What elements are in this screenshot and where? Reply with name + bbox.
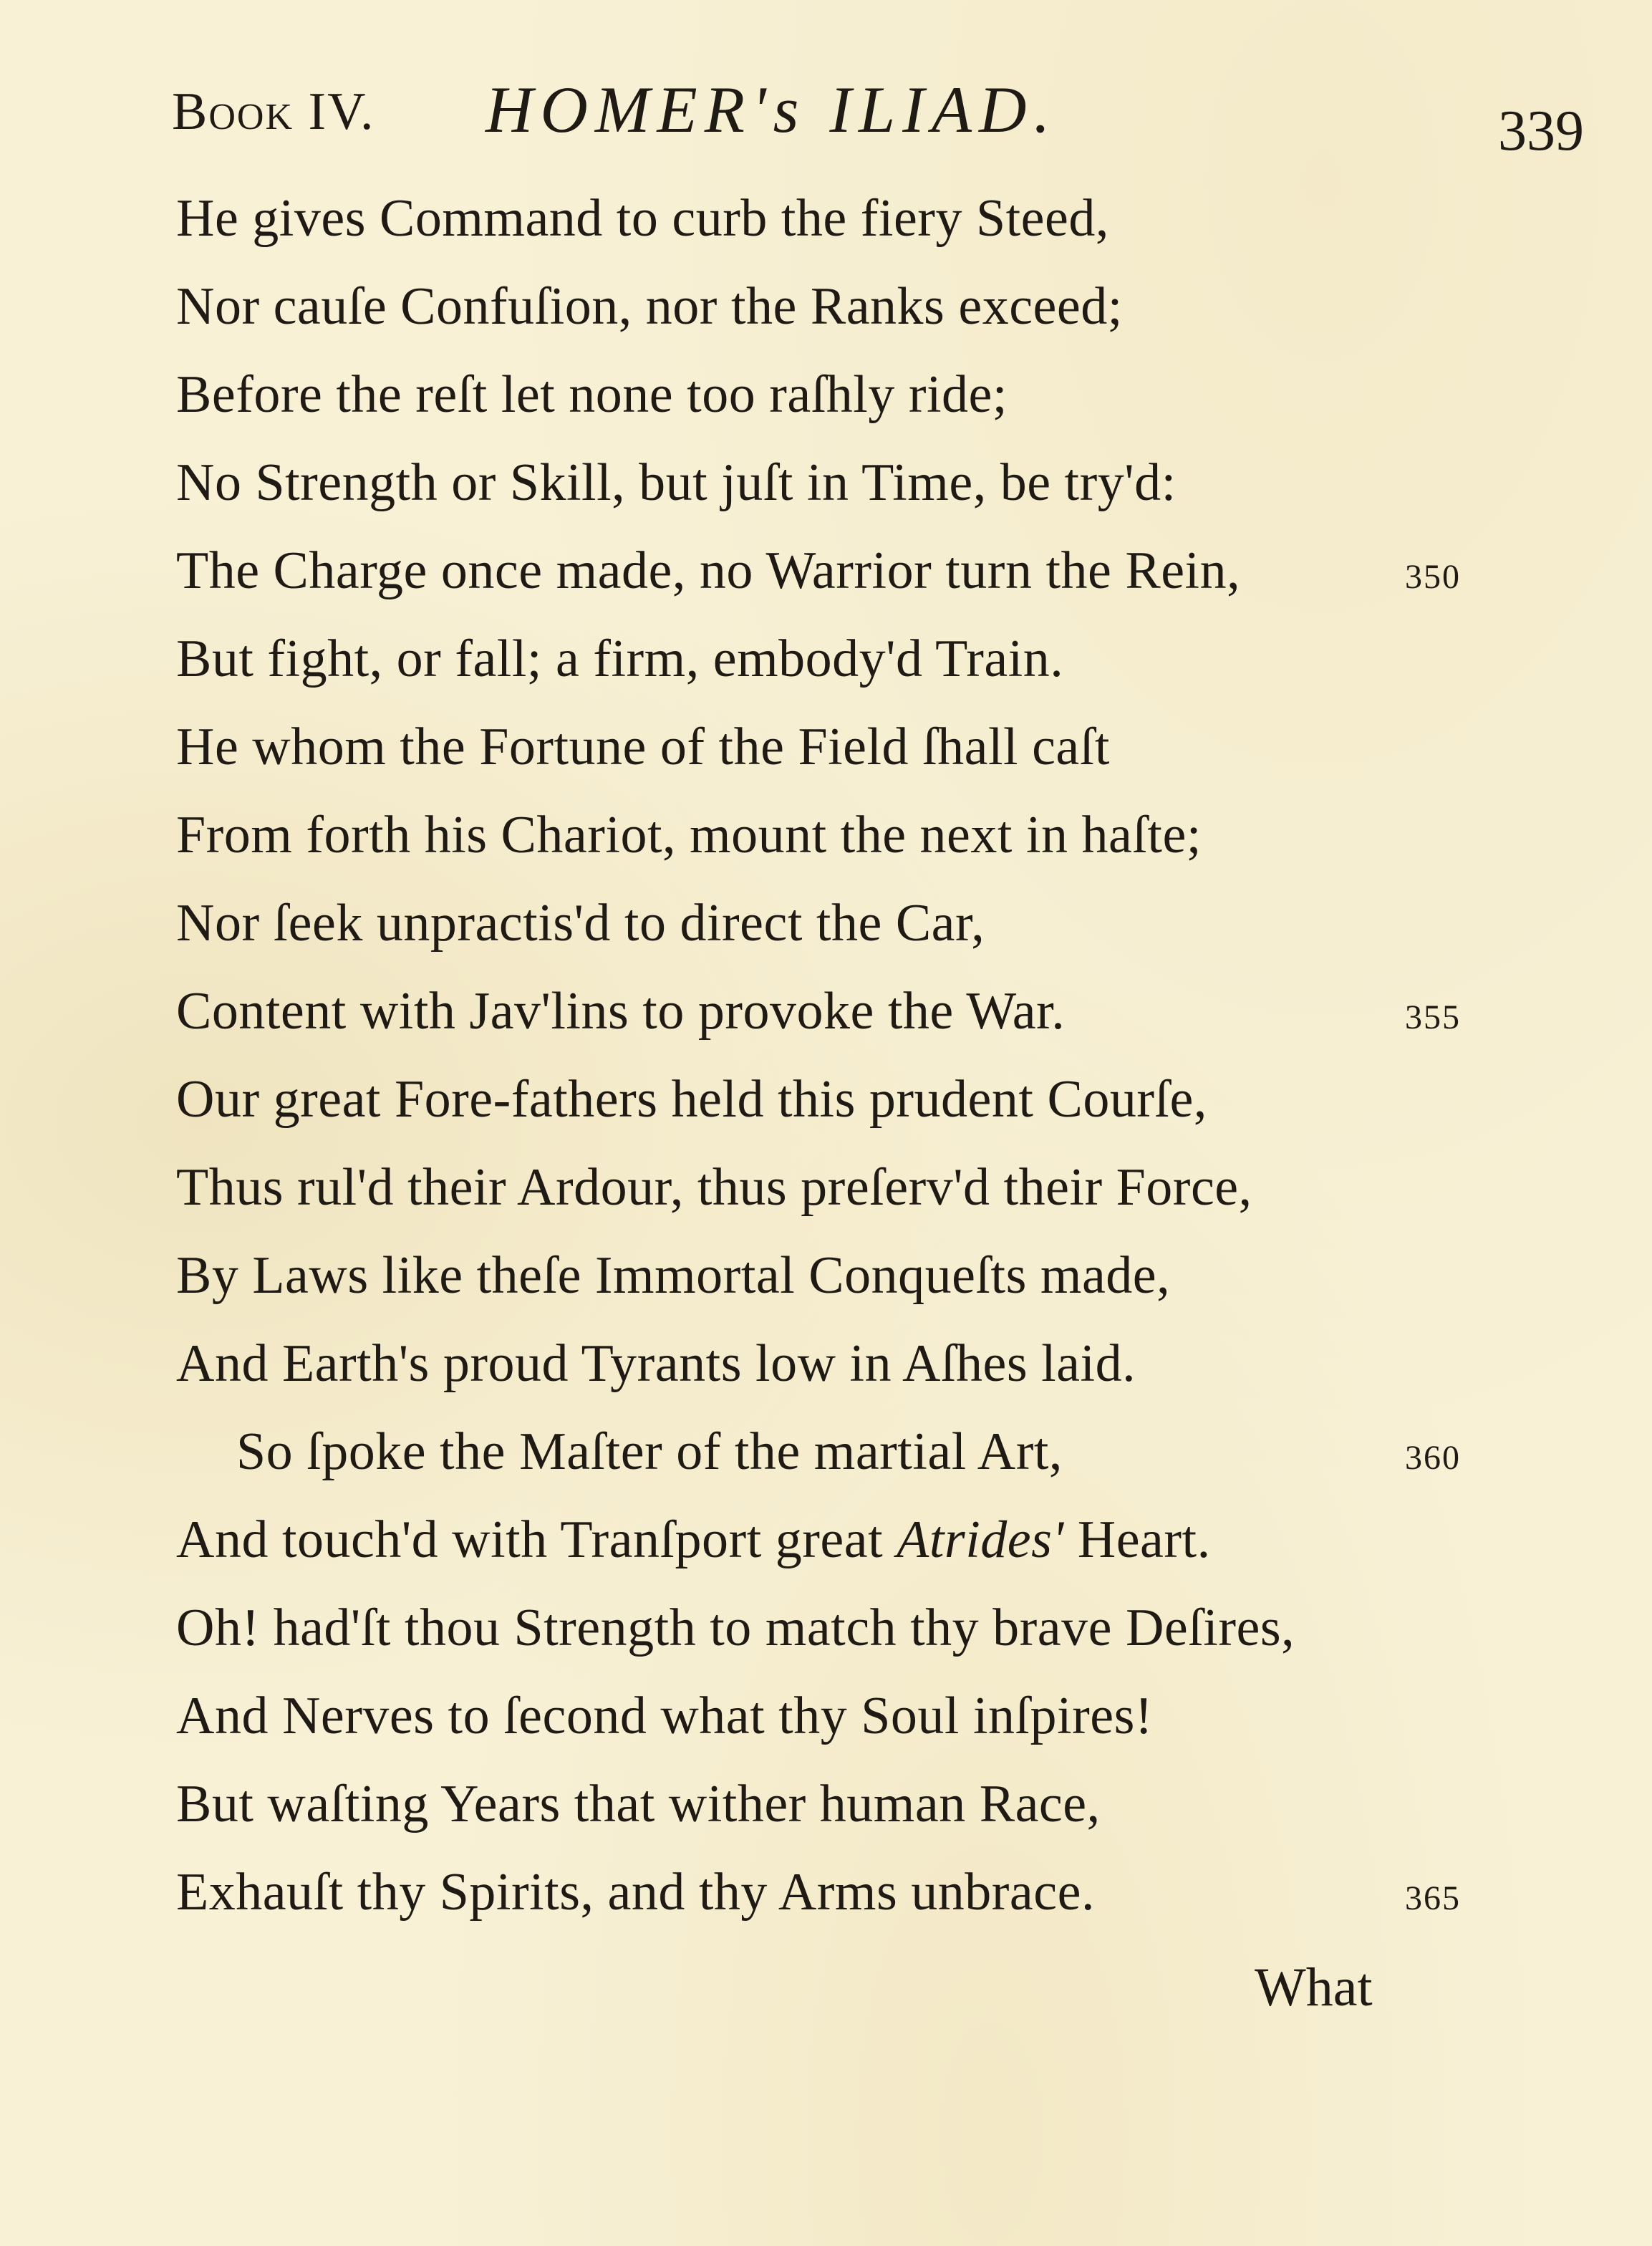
verse-line	[0, 1853, 1652, 1941]
book-label: Book IV.	[172, 82, 375, 141]
verse-line	[0, 884, 1652, 972]
verse-text: From forth his Chariot, mount the next in haſte;	[176, 806, 1202, 864]
verse-line	[0, 531, 1652, 620]
verse-line	[0, 179, 1652, 267]
verse-line	[0, 620, 1652, 708]
line-number: 360	[1405, 1439, 1461, 1477]
verse-text: Nor ſeek unpractis'd to direct the Car,	[176, 894, 985, 953]
verse-line-indented	[0, 1412, 1652, 1500]
verse-text: By Laws like theſe Immortal Conqueſts made,	[176, 1246, 1171, 1305]
verse-text: But waſting Years that wither human Race,	[176, 1775, 1101, 1833]
catchword: What	[1255, 1957, 1373, 2018]
verse-line	[0, 1148, 1652, 1236]
verse-text: No Strength or Skill, but juſt in Time, be try'd:	[176, 453, 1177, 512]
verse-line	[0, 1589, 1652, 1677]
verse-line	[0, 972, 1652, 1060]
verse-text-roman: Heart.	[1063, 1510, 1211, 1569]
page-number: 339	[1498, 100, 1584, 163]
verse-text: And Earth's proud Tyrants low in Aſhes laid.	[176, 1334, 1136, 1393]
verse-text: And Nerves to ſecond what thy Soul inſpires!	[176, 1687, 1154, 1745]
verse-text: Before the reſt let none too raſhly ride;	[176, 365, 1008, 424]
verse-line	[0, 1765, 1652, 1853]
running-title: HOMER's ILIAD.	[486, 73, 1058, 146]
verse-text: Oh! had'ſt thou Strength to match thy brave Deſires,	[176, 1599, 1295, 1657]
running-header	[0, 72, 1652, 163]
line-number: 355	[1405, 998, 1461, 1036]
verse-text: He whom the Fortune of the Field ſhall caſt	[176, 718, 1110, 776]
verse-text: Exhauſt thy Spirits, and thy Arms unbrace.	[176, 1863, 1095, 1922]
verse-text: Our great Fore-fathers held this prudent Courſe,	[176, 1070, 1207, 1129]
verse-line	[0, 796, 1652, 884]
verse-line	[0, 443, 1652, 531]
verse-line	[0, 1236, 1652, 1324]
verse-text: The Charge once made, no Warrior turn the Rein,	[176, 541, 1241, 600]
verse-text	[176, 1508, 1211, 1572]
verse-line	[0, 1060, 1652, 1148]
line-number: 350	[1405, 558, 1461, 596]
verse-text: Content with Jav'lins to provoke the War.	[176, 982, 1066, 1041]
verse-text: Nor cauſe Confuſion, nor the Ranks exceed;	[176, 277, 1123, 336]
line-number: 365	[1405, 1879, 1461, 1917]
verse-line	[0, 708, 1652, 796]
verse-line	[0, 267, 1652, 355]
verse-line	[0, 1324, 1652, 1412]
verse-line	[0, 1677, 1652, 1765]
verse-line	[0, 1500, 1652, 1589]
verse-text: Thus rul'd their Ardour, thus preſerv'd their Force,	[176, 1158, 1252, 1217]
italic-name: Atrides'	[897, 1510, 1064, 1569]
verse-text: So ſpoke the Maſter of the martial Art,	[236, 1422, 1063, 1481]
verse-text: He gives Command to curb the fiery Steed,	[176, 189, 1109, 248]
verse-block	[0, 179, 1652, 1941]
verse-text-roman: And touch'd with Tranſport great	[176, 1510, 897, 1569]
verse-line	[0, 355, 1652, 443]
verse-text: But fight, or fall; a firm, embody'd Train.	[176, 630, 1064, 688]
